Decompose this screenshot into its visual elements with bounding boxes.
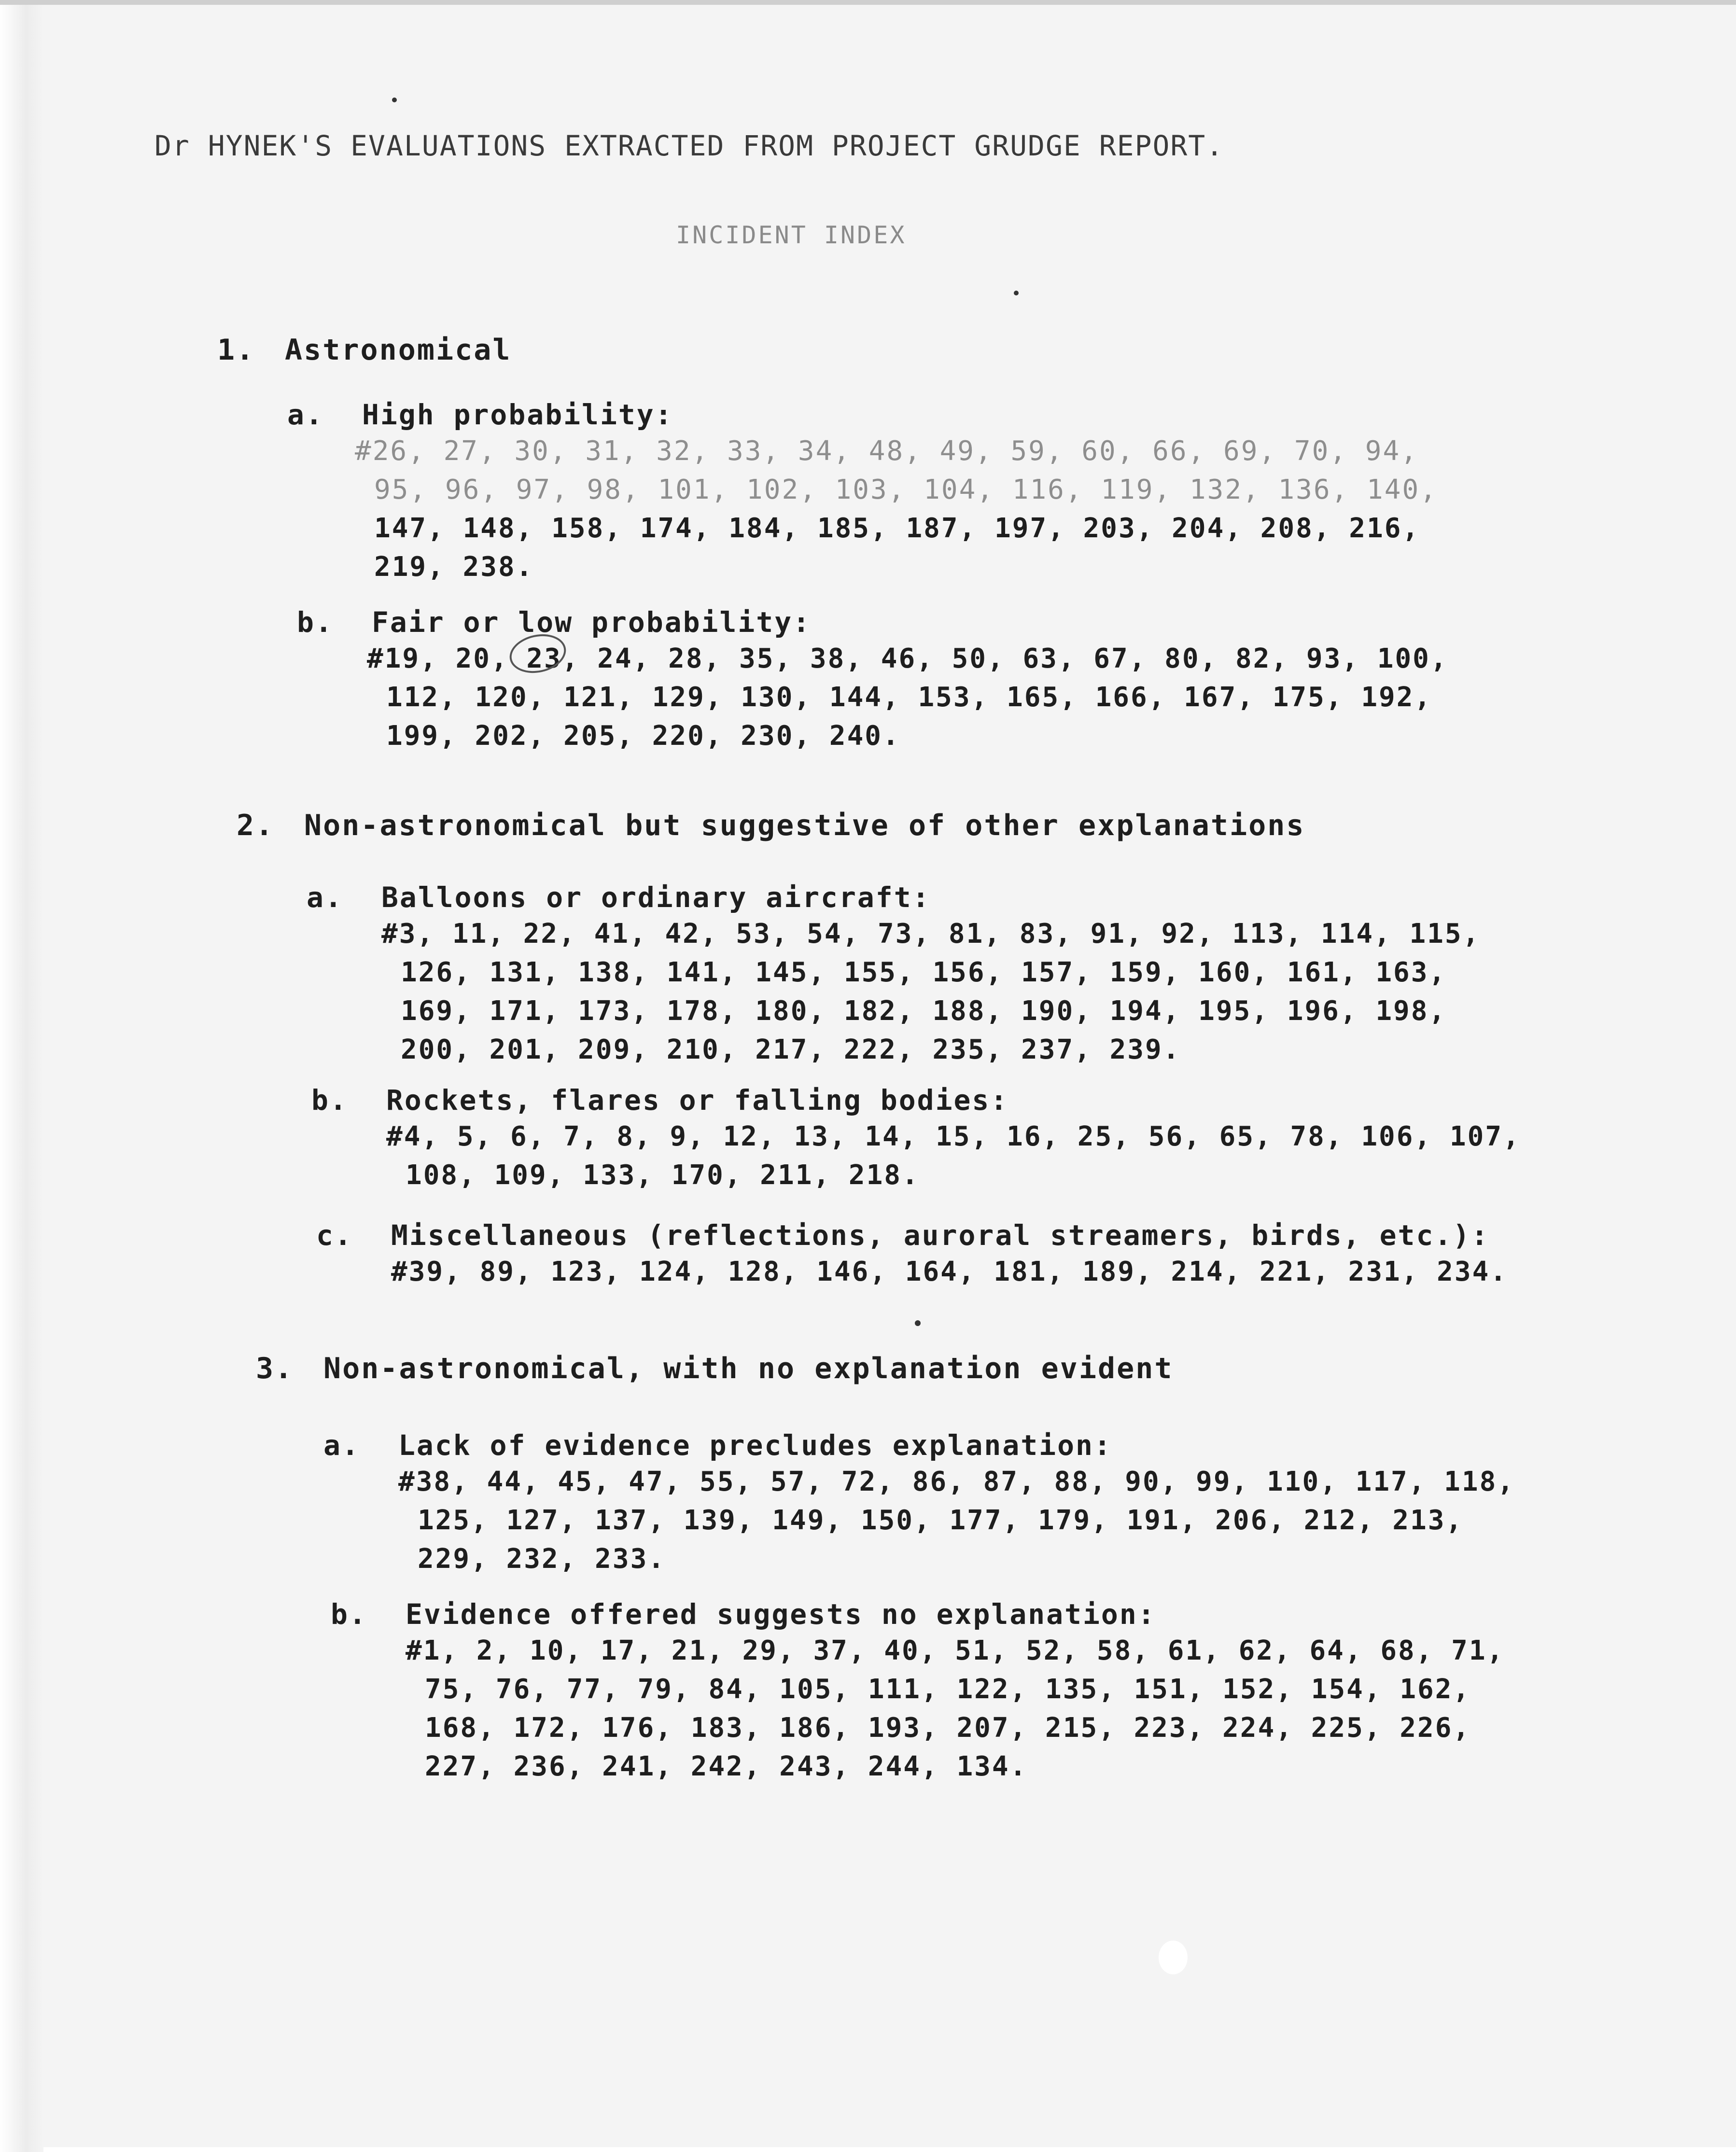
section-heading — [256, 1352, 1174, 1385]
list-line: 108, 109, 133, 170, 211, 218. — [406, 1160, 920, 1191]
list-line: 112, 120, 121, 129, 130, 144, 153, 165, 166, 167, 175, 192, — [386, 682, 1432, 713]
document-title: Dr HYNEK'S EVALUATIONS EXTRACTED FROM PROJECT GRUDGE REPORT. — [154, 129, 1224, 162]
scan-speck — [915, 1320, 921, 1326]
list-line: #39, 89, 123, 124, 128, 146, 164, 181, 189, 214, 221, 231, 234. — [391, 1256, 1508, 1287]
incident-list — [391, 1253, 1508, 1291]
section-title: Astronomical — [285, 333, 512, 367]
subsection-letter: b. — [331, 1598, 367, 1631]
list-line: #19, 20, 23, 24, 28, 35, 38, 46, 50, 63, 67, 80, 82, 93, 100, — [367, 643, 1448, 674]
scan-speck — [392, 98, 397, 102]
incident-list — [386, 1118, 1521, 1195]
incident-list — [381, 915, 1480, 1069]
section-heading — [237, 809, 1305, 842]
list-line: #38, 44, 45, 47, 55, 57, 72, 86, 87, 88, 90, 99, 110, 117, 118, — [398, 1466, 1515, 1497]
list-line: #3, 11, 22, 41, 42, 53, 54, 73, 81, 83, 91, 92, 113, 114, 115, — [381, 918, 1481, 950]
list-line: 168, 172, 176, 183, 186, 193, 207, 215, 223, 224, 225, 226, — [425, 1712, 1471, 1744]
incident-list — [355, 432, 1438, 587]
scan-margin — [0, 5, 43, 2152]
list-line: 200, 201, 209, 210, 217, 222, 235, 237, 239. — [401, 1034, 1181, 1065]
subsection-heading — [311, 1084, 1009, 1117]
subsection-title: Fair or low probability: — [372, 606, 812, 639]
subsection-title: Balloons or ordinary aircraft: — [381, 881, 931, 914]
list-line: 169, 171, 173, 178, 180, 182, 188, 190, 194, 195, 196, 198, — [401, 995, 1447, 1027]
section-heading — [217, 333, 511, 367]
subsection-heading — [331, 1598, 1156, 1631]
subsection-title: Miscellaneous (reflections, auroral streamers, birds, etc.): — [391, 1219, 1490, 1252]
list-line: 125, 127, 137, 139, 149, 150, 177, 179, 191, 206, 212, 213, — [418, 1505, 1464, 1536]
subsection-letter: a. — [323, 1429, 360, 1462]
section-number: 3. — [256, 1352, 294, 1385]
list-line: #26, 27, 30, 31, 32, 33, 34, 48, 49, 59, 60, 66, 69, 70, 94, — [355, 435, 1418, 467]
subsection-letter: a. — [307, 881, 343, 914]
subsection-heading — [323, 1429, 1112, 1462]
subsection-heading — [297, 606, 812, 639]
section-title: Non-astronomical, with no explanation evident — [323, 1352, 1174, 1385]
incident-list — [398, 1463, 1515, 1579]
list-line: 147, 148, 158, 174, 184, 185, 187, 197, 203, 204, 208, 216, — [374, 513, 1420, 544]
section-number: 2. — [237, 809, 275, 842]
document-subtitle: INCIDENT INDEX — [676, 221, 907, 249]
list-line: #1, 2, 10, 17, 21, 29, 37, 40, 51, 52, 58, 61, 62, 64, 68, 71, — [406, 1635, 1505, 1666]
list-line: #4, 5, 6, 7, 8, 9, 12, 13, 14, 15, 16, 25, 56, 65, 78, 106, 107, — [386, 1121, 1521, 1152]
subsection-letter: c. — [316, 1219, 353, 1252]
subsection-title: Rockets, flares or falling bodies: — [386, 1084, 1009, 1117]
scan-speck — [1014, 291, 1019, 295]
subsection-heading — [307, 881, 931, 914]
section-number: 1. — [217, 333, 255, 367]
scan-blot — [1159, 1941, 1188, 1974]
subsection-title: Evidence offered suggests no explanation: — [406, 1598, 1156, 1631]
list-line: 219, 238. — [374, 551, 534, 583]
list-line: 126, 131, 138, 141, 145, 155, 156, 157, 159, 160, 161, 163, — [401, 957, 1447, 988]
subsection-title: Lack of evidence precludes explanation: — [398, 1429, 1112, 1462]
subsection-letter: b. — [311, 1084, 348, 1117]
subsection-letter: b. — [297, 606, 334, 639]
subsection-title: High probability: — [362, 398, 673, 431]
list-line: 227, 236, 241, 242, 243, 244, 134. — [425, 1751, 1028, 1782]
list-line: 75, 76, 77, 79, 84, 105, 111, 122, 135, 151, 152, 154, 162, — [425, 1674, 1471, 1705]
section-title: Non-astronomical but suggestive of other explanations — [304, 809, 1305, 842]
list-line: 199, 202, 205, 220, 230, 240. — [386, 720, 900, 752]
subsection-letter: a. — [287, 398, 324, 431]
subsection-heading — [287, 398, 673, 431]
list-line: 95, 96, 97, 98, 101, 102, 103, 104, 116, 119, 132, 136, 140, — [374, 474, 1438, 505]
subsection-heading — [316, 1219, 1490, 1252]
list-line: 229, 232, 233. — [418, 1543, 666, 1575]
incident-list — [406, 1632, 1504, 1786]
